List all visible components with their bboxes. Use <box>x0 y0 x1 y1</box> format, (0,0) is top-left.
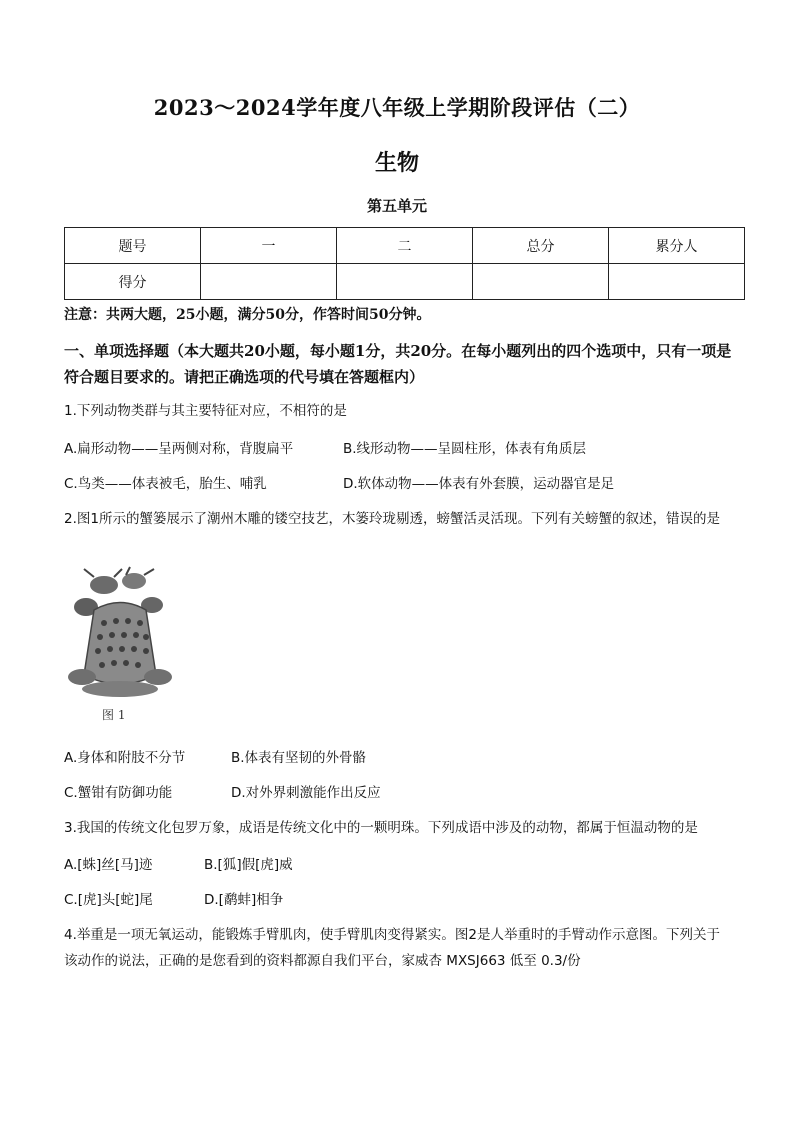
question-3-option-c: C.[虎]头[蛇]尾 <box>64 892 153 908</box>
score-table <box>64 227 745 300</box>
section-heading: 一、单项选择题（本大题共20小题，每小题1分，共20分。在每小题列出的四个选项中，只有一项是符合题目要求的。请把正确选项的代号填在答题框内） <box>64 342 732 386</box>
score-cell-part1: 一 <box>201 228 337 264</box>
question-3-option-d: D.[鹬蚌]相争 <box>204 892 284 908</box>
score-table-score-row <box>65 264 745 300</box>
crab-basket-image <box>64 565 176 727</box>
score-input-checker[interactable] <box>609 264 745 300</box>
question-1-option-b: B.线形动物——呈圆柱形，体表有角质层 <box>343 441 587 457</box>
subject-title: 生物 <box>374 150 419 176</box>
crab-basket-figure <box>64 565 176 727</box>
score-table-header-row <box>65 228 745 264</box>
score-cell-part2: 二 <box>337 228 473 264</box>
question-2-option-c: C.蟹钳有防御功能 <box>64 785 173 801</box>
exam-title: 2023～2024学年度八年级上学期阶段评估（二） <box>153 95 641 120</box>
figure-1-caption: 图 1 <box>102 708 126 722</box>
question-4-stem: 4.举重是一项无氧运动，能锻炼手臂肌肉，使手臂肌肉变得紧实。图2是人举重时的手臂动作示意图。下列关于该动作的说法，正确的是您看到的资料都源自我们平台，家威杏 MXSJ663 低至 0.3/份 <box>64 927 720 969</box>
score-input-part2[interactable] <box>337 264 473 300</box>
question-1-option-d: D.软体动物——体表有外套膜，运动器官是足 <box>343 476 615 492</box>
question-3-option-a: A.[蛛]丝[马]迹 <box>64 857 153 873</box>
score-input-part1[interactable] <box>201 264 337 300</box>
score-cell-checker: 累分人 <box>609 228 745 264</box>
question-2-option-a: A.身体和附肢不分节 <box>64 750 186 766</box>
question-1-option-a: A.扁形动物——呈两侧对称，背腹扁平 <box>64 441 294 457</box>
question-2-stem: 2.图1所示的蟹篓展示了潮州木雕的镂空技艺，木篓玲珑剔透，螃蟹活灵活现。下列有关螃蟹的叙述，错误的是 <box>64 511 720 527</box>
question-2-option-b: B.体表有坚韧的外骨骼 <box>231 750 367 766</box>
question-2-option-d: D.对外界刺激能作出反应 <box>231 785 381 801</box>
unit-title: 第五单元 <box>366 197 427 215</box>
score-cell-total: 总分 <box>473 228 609 264</box>
question-3-stem: 3.我国的传统文化包罗万象，成语是传统文化中的一颗明珠。下列成语中涉及的动物，都属于恒温动物的是 <box>64 820 698 836</box>
question-1-stem: 1.下列动物类群与其主要特征对应，不相符的是 <box>64 403 347 419</box>
question-3-option-b: B.[狐]假[虎]威 <box>204 857 293 873</box>
score-row-label: 得分 <box>65 264 201 300</box>
exam-note: 注意：共两大题，25小题，满分50分，作答时间50分钟。 <box>64 307 431 323</box>
score-input-total[interactable] <box>473 264 609 300</box>
question-1-option-c: C.鸟类——体表被毛，胎生、哺乳 <box>64 476 267 492</box>
score-cell-label: 题号 <box>65 228 201 264</box>
